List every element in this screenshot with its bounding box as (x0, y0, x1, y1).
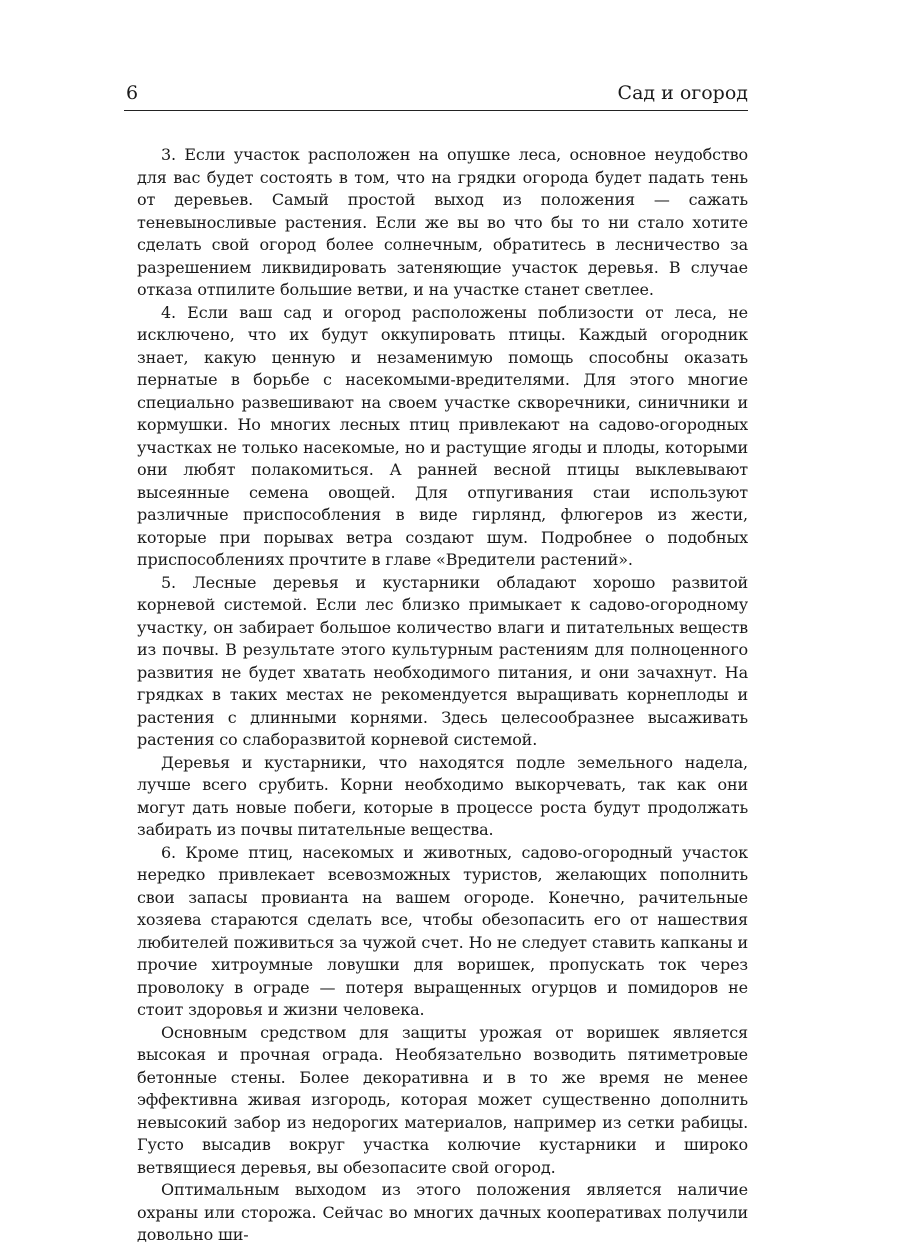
running-title: Сад и огород (617, 82, 748, 104)
header-rule (124, 110, 748, 111)
paragraph-guard: Оптимальным выходом из этого положения является наличие охраны или сторожа. Сейчас во многих дачных кооперативах получили довольно ши- (137, 1180, 748, 1244)
paragraph-item-4: 4. Если ваш сад и огород расположены поблизости от леса, не исключено, что их будут оккупировать птицы. Каждый огородник знает, какую ценную и незаменимую помощь способны оказать пернатые в борьбе с насекомыми-вредителями. Для этого многие специально развешивают на своем участке скворечники, синичники и кормушки. Но многих лесных птиц привлекают на садово-огородных участках не только насекомые, но и растущие ягоды и плоды, которыми они любят полакомиться. А ранней весной птицы выклевывают высеянные семена овощей. Для отпугивания стаи используют различные приспособления в виде гирлянд, флюгеров из жести, которые при порывах ветра создают шум. Подробнее о подобных приспособлениях прочтите в главе «Вредители растений». (137, 302, 748, 569)
paragraph-fence: Основным средством для защиты урожая от воришек является высокая и прочная ограда. Необязательно возводить пятиметровые бетонные стены. Более декоративна и в то же время не менее эффективна живая изгородь, которая может существенно дополнить невысокий забор из недорогих материалов, например из сетки рабицы. Густо высадив вокруг участка колючие кустарники и широко ветвящиеся деревья, вы обезопасите свой огород. (137, 1022, 748, 1177)
running-head (126, 74, 748, 104)
body-text (137, 144, 748, 1247)
paragraph-item-6: 6. Кроме птиц, насекомых и животных, садово-огородный участок нередко привлекает всевозможных туристов, желающих пополнить свои запасы провианта на вашем огороде. Конечно, рачительные хозяева стараются сделать все, чтобы обезопасить его от нашествия любителей поживиться за чужой счет. Но не следует ставить капканы и прочие хитроумные ловушки для воришек, пропускать ток через проволоку в ограде — потеря выращенных огурцов и помидоров не стоит здоровья и жизни человека. (137, 842, 748, 1019)
page-number: 6 (126, 82, 139, 104)
paragraph-trees-shrubs: Деревья и кустарники, что находятся подле земельного надела, лучше всего срубить. Корни необходимо выкорчевать, так как они могут дать новые побеги, которые в процессе роста будут продолжать забирать из почвы питательные вещества. (137, 752, 748, 839)
paragraph-item-3: 3. Если участок расположен на опушке леса, основное неудобство для вас будет состоять в том, что на грядки огорода будет падать тень от деревьев. Самый простой выход из положения — сажать теневыносливые растения. Если же вы во что бы то ни стало хотите сделать свой огород более солнечным, обратитесь в лесничество за разрешением ликвидировать затеняющие участок деревья. В случае отказа отпилите большие ветви, и на участке станет светлее. (137, 145, 748, 299)
paragraph-item-5: 5. Лесные деревья и кустарники обладают хорошо развитой корневой системой. Если лес близко примыкает к садово-огородному участку, он забирает большое количество влаги и питательных веществ из почвы. В результате этого культурным растениям для полноценного развития не будет хватать необходимого питания, и они зачахнут. На грядках в таких местах не рекомендуется выращивать корнеплоды и растения с длинными корнями. Здесь целесообразнее высаживать растения со слаборазвитой корневой системой. (137, 572, 748, 749)
